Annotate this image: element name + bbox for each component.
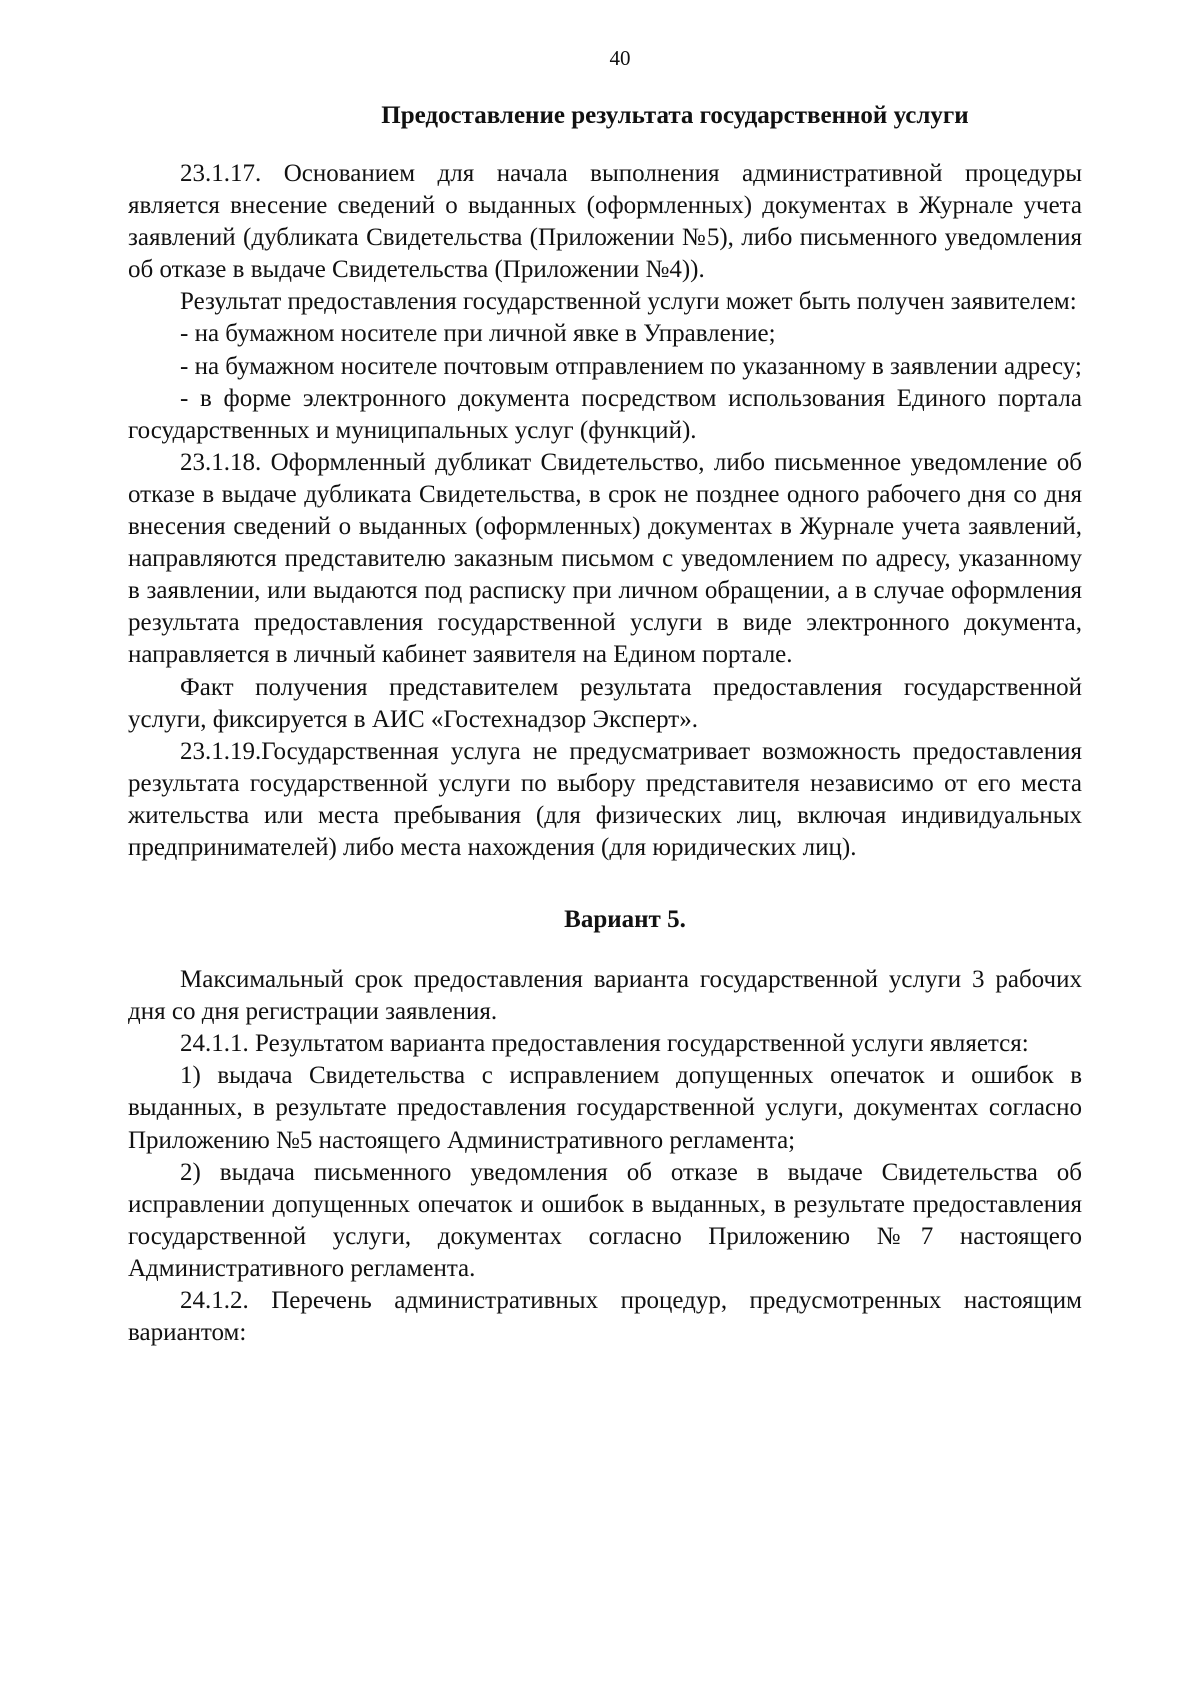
paragraph-23-1-17: 23.1.17. Основанием для начала выполнения административной процедуры является внесение сведений о выданных (оформленных) документах в Журнале учета заявлений (дубликата Свидетельства (Приложении №5), либо письменного уведомления об отказе в выдаче Свидетельства (Приложении №4)). [128, 160, 1082, 284]
list-item-1: 1) выдача Свидетельства с исправлением допущенных опечаток и ошибок в выданных, в результате предоставления государственной услуги, документах согласно Приложению №5 настоящего Административного регламента; [128, 1062, 1082, 1154]
paragraph-23-1-19: 23.1.19.Государственная услуга не предусматривает возможность предоставления результата государственной услуги по выбору представителя независимо от его места жительства или места пребывания (для физических лиц, включая индивидуальных предпринимателей) либо места нахождения (для юридических лиц). [128, 737, 1082, 861]
paragraph-24-1-2: 24.1.2. Перечень административных процедур, предусмотренных настоящим вариантом: [128, 1287, 1082, 1347]
list-item-electronic: - в форме электронного документа посредством использования Единого портала государственных и муниципальных услуг (функций). [128, 384, 1082, 444]
list-item-postal: - на бумажном носителе почтовым отправлением по указанному в заявлении адресу; [180, 352, 1082, 380]
paragraph-result-ways: Результат предоставления государственной услуги может быть получен заявителем: [180, 288, 1077, 316]
list-item-personal: - на бумажном носителе при личной явке в Управление; [180, 320, 776, 348]
document-body [128, 100, 1082, 1349]
paragraph-23-1-18: 23.1.18. Оформленный дубликат Свидетельство, либо письменное уведомление об отказе в выдаче дубликата Свидетельства, в срок не позднее одного рабочего дня со дня внесения сведений о выданных (оформленных) документах в Журнале учета заявлений, направляются представителю заказным письмом с уведомлением по адресу, указанному в заявлении, или выдаются под расписку при личном обращении, а в случае оформления результата предоставления государственной услуги в виде электронного документа, направляется в личный кабинет заявителя на Едином портале. [128, 448, 1082, 669]
list-item-2: 2) выдача письменного уведомления об отказе в выдаче Свидетельства об исправлении допущенных опечаток и ошибок в выданных, в результате предоставления государственной услуги, документах согласно Приложению №7 настоящего Административного регламента. [128, 1158, 1082, 1282]
paragraph-max-term: Максимальный срок предоставления варианта государственной услуги 3 рабочих дня со дня регистрации заявления. [128, 966, 1082, 1026]
page-number: 40 [609, 46, 631, 70]
paragraph-24-1-1: 24.1.1. Результатом варианта предоставления государственной услуги является: [180, 1030, 1029, 1058]
paragraph-receipt-fact: Факт получения представителем результата предоставления государственной услуги, фиксируется в АИС «Гостехнадзор Эксперт». [128, 673, 1082, 733]
section-title-variant-5: Вариант 5. [564, 906, 686, 934]
section-title-result: Предоставление результата государственной услуги [381, 102, 969, 129]
